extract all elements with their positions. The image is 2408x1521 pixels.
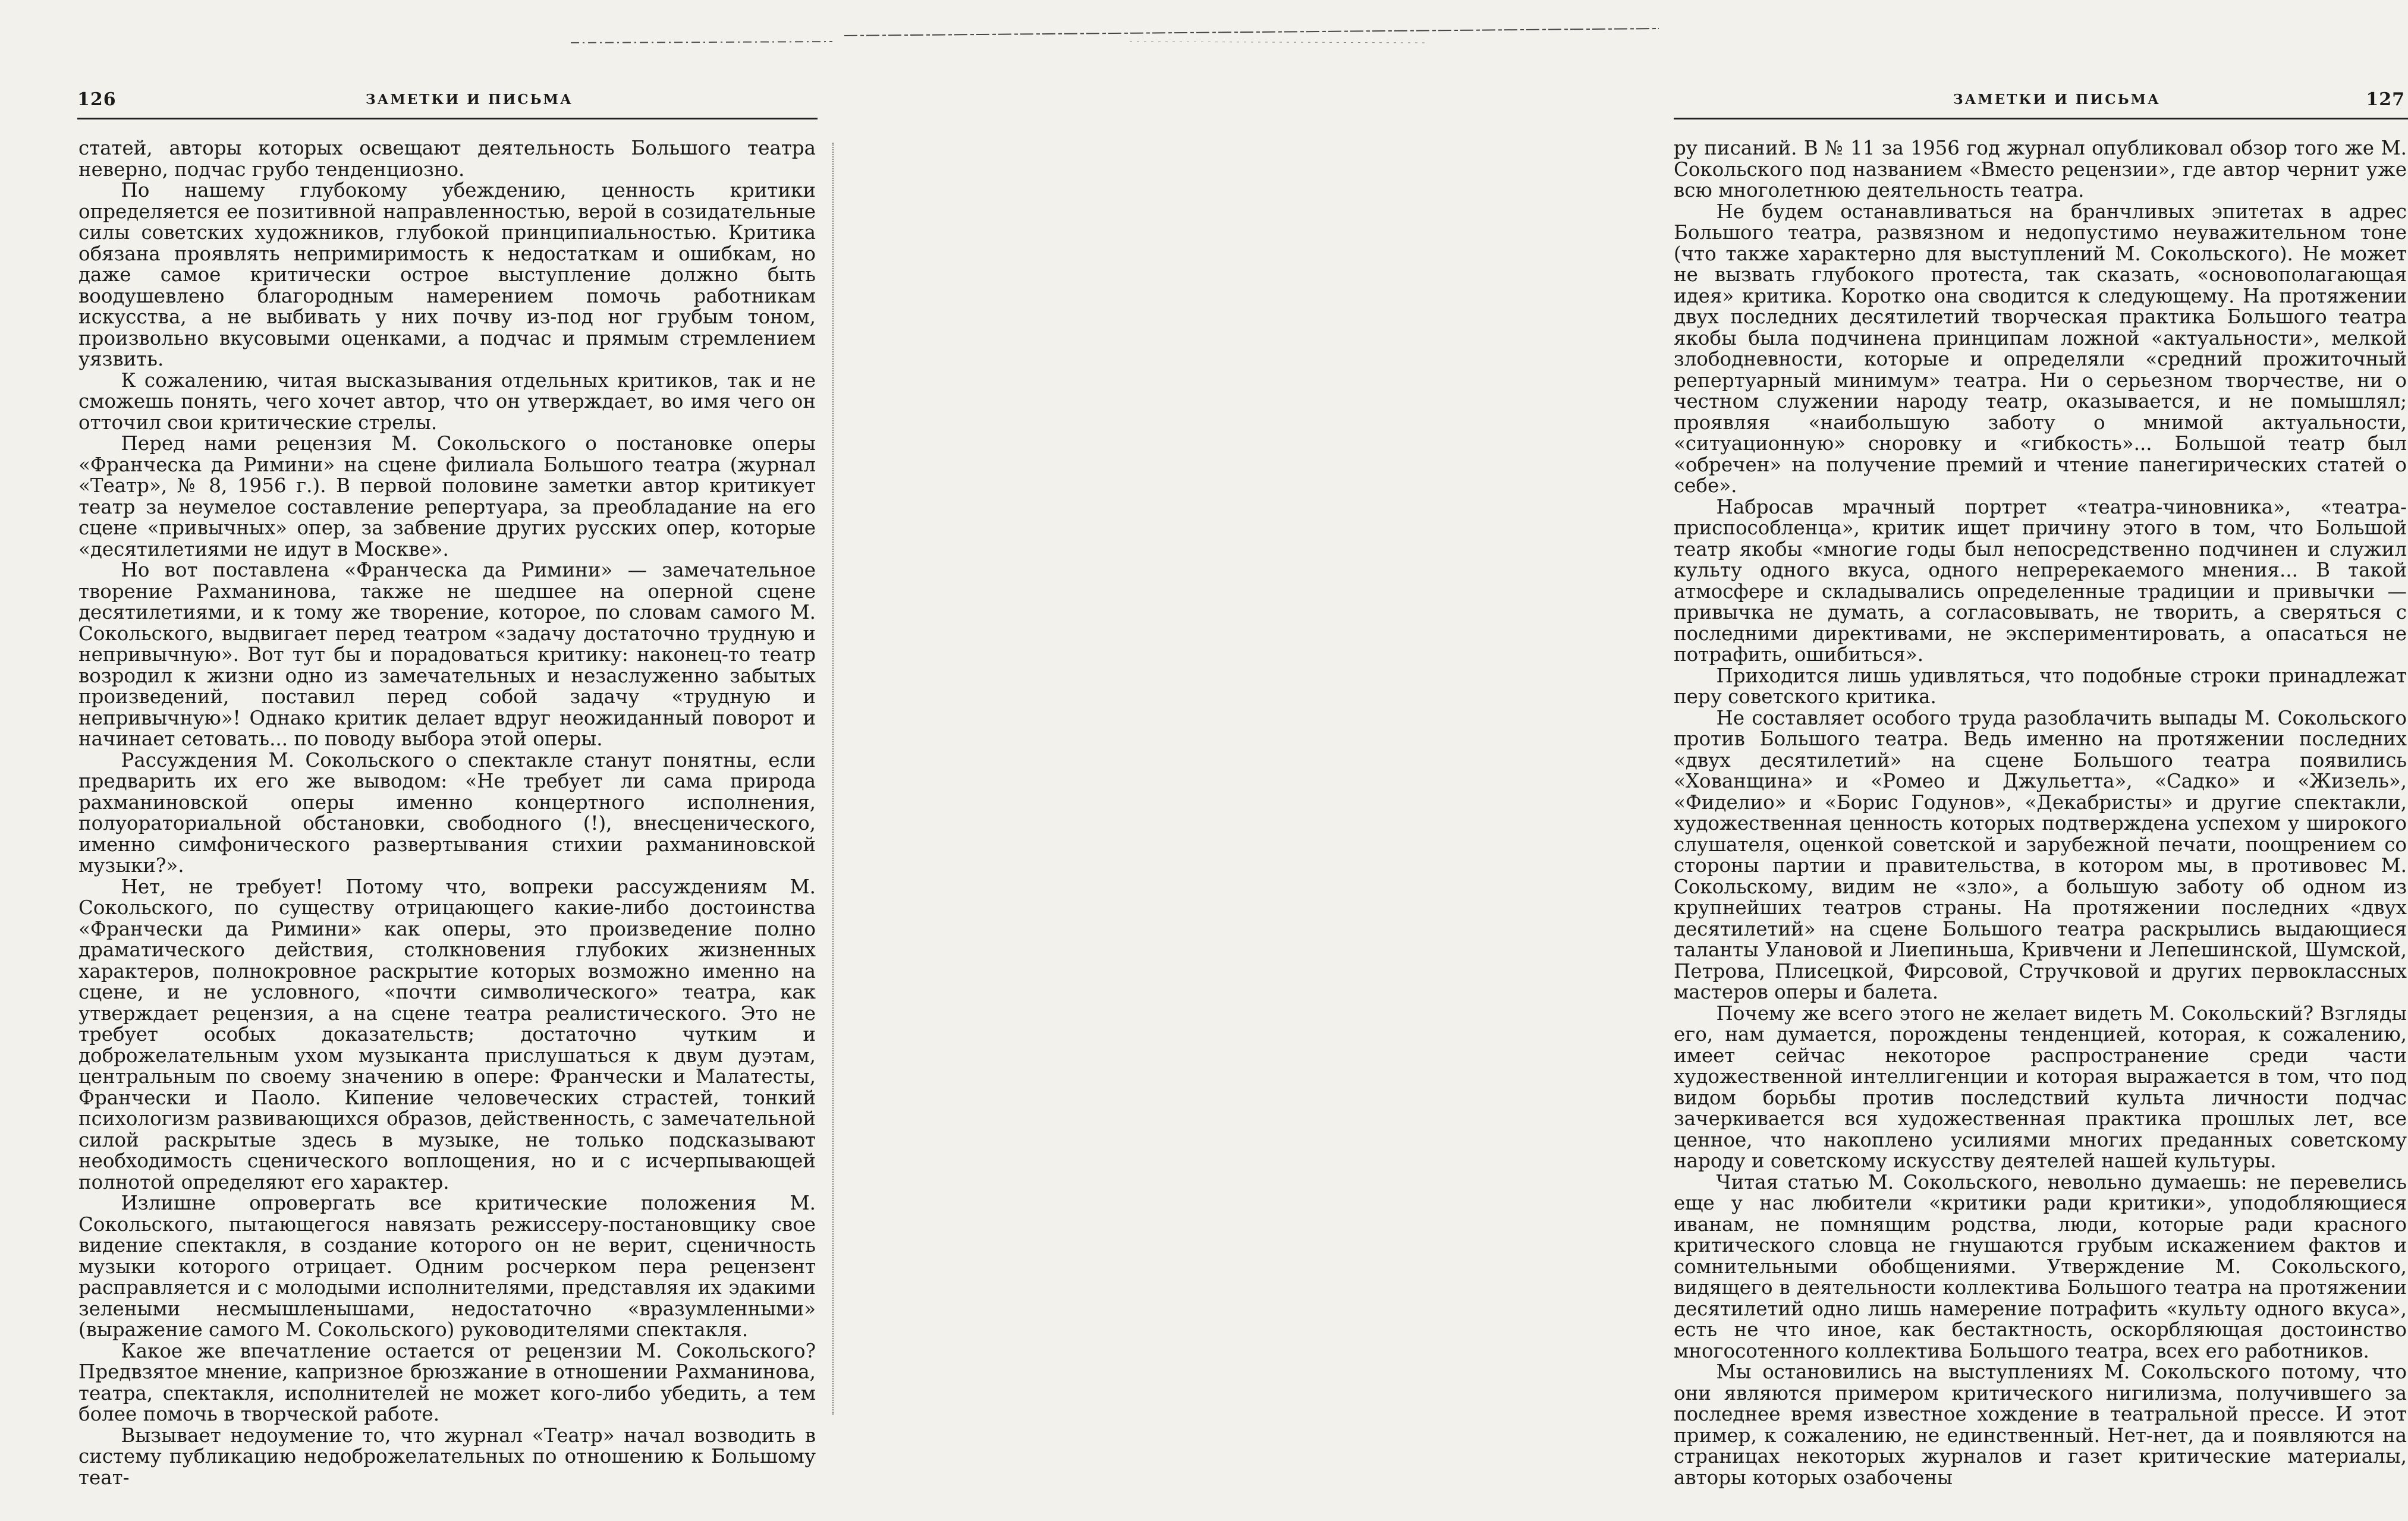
paragraph: Набросав мрачный портрет «театра-чиновника», «театра-приспособленца», критик ищет причину этого в том, что Большой театр якобы «многие годы был непосредственно подчинен и служил культу одного вкуса, одного непререкаемого мнения... В такой атмосфере и складывались определенные традиции и привычки — привычка не думать, а согласовывать, не творить, а сверяться с последними директивами, не экспериментировать, а опасаться не потрафить, ошибиться». bbox=[1674, 495, 2407, 666]
paragraph: ру писаний. В № 11 за 1956 год журнал опубликовал обзор того же М. Сокольского под названием «Вместо рецензии», где автор чернит уже всю многолетнюю деятельность театра. bbox=[1674, 137, 2407, 201]
paragraph: статей, авторы которых освещают деятельность Большого театра неверно, подчас грубо тенденциозно. bbox=[78, 137, 816, 181]
paragraph: Читая статью М. Сокольского, невольно думаешь: не перевелись еще у нас любители «критики ради критики», уподобляющиеся иванам, не помнящим родства, люди, которые ради красного критического словца не гнушаются грубым искажением фактов и сомнительными обобщениями. Утверждение М. Сокольского, видящего в деятельности коллектива Большого театра на протяжении десятилетий одно лишь намерение потрафить «культу одного вкуса», есть не что иное, как бестактность, оскорбляющая достоинство многосотенного коллектива Большого театра, всех его работников. bbox=[1674, 1170, 2407, 1362]
paragraph: Не составляет особого труда разоблачить выпады М. Сокольского против Большого театра. Ведь именно на протяжении последних «двух десятилетий» на сцене Большого театра появились «Хованщина» и «Ромео и Джульетта», «Садко» и «Жизель», «Фиделио» и «Борис Годунов», «Декабристы» и другие спектакли, художественная ценность которых подтверждена успехом у широкого слушателя, оценкой советской и зарубежной печати, поощрением со стороны партии и правительства, в котором мы, в противовес М. Сокольскому, видим не «зло», а большую заботу об одном из крупнейших театров страны. На протяжении последних «двух десятилетий» на сцене Большого театра раскрылись выдающиеся таланты Улановой и Лиепиньша, Кривчени и Лепешинской, Шумской, Петрова, Плисецкой, Фирсовой, Стручковой и других первоклассных мастеров оперы и балета. bbox=[1674, 706, 2407, 1003]
running-head-title: ЗАМЕТКИ И ПИСЬМА bbox=[366, 92, 573, 108]
paragraph: Какое же впечатление остается от рецензии М. Сокольского? Предвзятое мнение, капризное брюзжание в отношении Рахманинова, театра, спектакля, исполнителей не может кого-либо убедить, а тем более помочь в творческой работе. bbox=[78, 1339, 816, 1425]
paragraph: Почему же всего этого не желает видеть М. Сокольский? Взгляды его, нам думается, порождены тенденцией, которая, к сожалению, имеет сейчас некоторое распространение среди части художественной интеллигенции и которая выражается в том, что под видом борьбы против последствий культа личности подчас зачеркивается вся художественная практика прошлых лет, все ценное, что накоплено усилиями многих преданных советскому народу и советскому искусству деятелей нашей культуры. bbox=[1674, 1002, 2407, 1172]
left-page bbox=[0, 0, 832, 1521]
paragraph: Рассуждения М. Сокольского о спектакле станут понятны, если предварить их его же выводом: «Не требует ли сама природа рахманиновской оперы именно концертного исполнения, полуораториальной обстановки, свободного (!), внесценического, именно симфонического развертывания стихии рахманиновской музыки?». bbox=[78, 748, 816, 877]
text-column bbox=[78, 138, 816, 1488]
paragraph: Излишне опровергать все критические положения М. Сокольского, пытающегося навязать режиссеру-постановщику свое видение спектакля, в создание которого он не верит, сценичность музыки которого отрицает. Одним росчерком пера рецензент расправляется и с молодыми исполнителями, представляя их эдакими зелеными несмышленышами, недостаточно «вразумленными» (выражение самого М. Сокольского) руководителями спектакля. bbox=[78, 1192, 816, 1341]
running-head-title: ЗАМЕТКИ И ПИСЬМА bbox=[1953, 92, 2161, 108]
paragraph: Приходится лишь удивляться, что подобные строки принадлежат перу советского критика. bbox=[1674, 664, 2407, 708]
right-page bbox=[832, 0, 2407, 1521]
header-rule bbox=[77, 118, 818, 119]
paragraph: По нашему глубокому убеждению, ценность критики определяется ее позитивной направленностью, верой в созидательные силы советских художников, глубокой принципиальностью. Критика обязана проявлять непримиримость к недостаткам и ошибкам, но даже самое критически острое выступление должно быть воодушевлено благородным намерением помочь работникам искусства, а не выбивать у них почву из-под ног грубым тоном, произвольно вкусовыми оценками, а подчас и прямым стремлением уязвить. bbox=[78, 179, 816, 370]
text-column bbox=[1674, 138, 2407, 1488]
page-number: 127 bbox=[2366, 89, 2405, 110]
paragraph: Но вот поставлена «Франческа да Римини» — замечательное творение Рахманинова, также не шедшее на оперной сцене десятилетиями, и к тому же творение, которое, по словам самого М. Сокольского, выдвигает перед театром «задачу достаточно трудную и непривычную». Вот тут бы и порадоваться критику: наконец-то театр возродил к жизни одно из замечательных и незаслуженно забытых произведений, поставил перед собой задачу «трудную и непривычную»! Однако критик делает вдруг неожиданный поворот и начинает сетовать... по поводу выбора этой оперы. bbox=[78, 559, 816, 750]
header-rule bbox=[1674, 118, 2408, 119]
page-number: 126 bbox=[77, 89, 117, 110]
paragraph: К сожалению, читая высказывания отдельных критиков, так и не сможешь понять, чего хочет автор, что он утверждает, во имя чего он отточил свои критические стрелы. bbox=[78, 369, 816, 434]
paragraph: Нет, не требует! Потому что, вопреки рассуждениям М. Сокольского, по существу отрицающего какие-либо достоинства «Франчески да Римини» как оперы, это произведение полно драматического действия, столкновения глубоких жизненных характеров, полнокровное раскрытие которых возможно именно на сцене, и не условного, «почти символического» театра, как утверждает рецензия, а на сцене театра реалистического. Это не требует особых доказательств; достаточно чутким и доброжелательным ухом музыканта прислушаться к двум дуэтам, центральным по своему значению в опере: Франчески и Малатесты, Франчески и Паоло. Кипение человеческих страстей, тонкий психологизм развивающихся образов, действенность, с замечательной силой раскрытые здесь в музыке, не только подсказывают необходимость сценического воплощения, но и с исчерпывающей полнотой определяют его характер. bbox=[78, 875, 816, 1194]
paragraph: Не будем останавливаться на бранчливых эпитетах в адрес Большого театра, развязном и недопустимо неуважительном тоне (что также характерно для выступлений М. Сокольского). Не может не вызвать глубокого протеста, так сказать, «основополагающая идея» критика. Коротко она сводится к следующему. На протяжении двух последних десятилетий творческая практика Большого театра якобы была подчинена принципам ложной «актуальности», мелкой злободневности, которые и определяли «средний прожиточный репертуарный минимум» театра. Ни о серьезном творчестве, ни о честном служении народу театр, оказывается, и не помышлял; проявляя «наибольшую заботу о мнимой актуальности, «ситуационную» сноровку и «гибкость»... Большой театр был «обречен» на получение премий и чтение панегирических статей о себе». bbox=[1674, 200, 2407, 497]
paragraph: Перед нами рецензия М. Сокольского о постановке оперы «Франческа да Римини» на сцене филиала Большого театра (журнал «Театр», № 8, 1956 г.). В первой половине заметки автор критикует театр за неумелое составление репертуара, за преобладание на его сцене «привычных» опер, за забвение других русских опер, которые «десятилетиями не идут в Москве». bbox=[78, 432, 816, 560]
paragraph: Вызывает недоумение то, что журнал «Театр» начал возводить в систему публикацию недоброжелательных по отношению к Большому теат- bbox=[78, 1424, 816, 1489]
running-head-right bbox=[1674, 89, 2405, 115]
running-head-left bbox=[77, 89, 815, 115]
paragraph: Мы остановились на выступлениях М. Сокольского потому, что они являются примером критического нигилизма, получившего за последнее время известное хождение в театральной прессе. И этот пример, к сожалению, не единственный. Нет-нет, да и появляются на страницах некоторых журналов и газет критические материалы, авторы которых озабочены bbox=[1674, 1361, 2407, 1489]
